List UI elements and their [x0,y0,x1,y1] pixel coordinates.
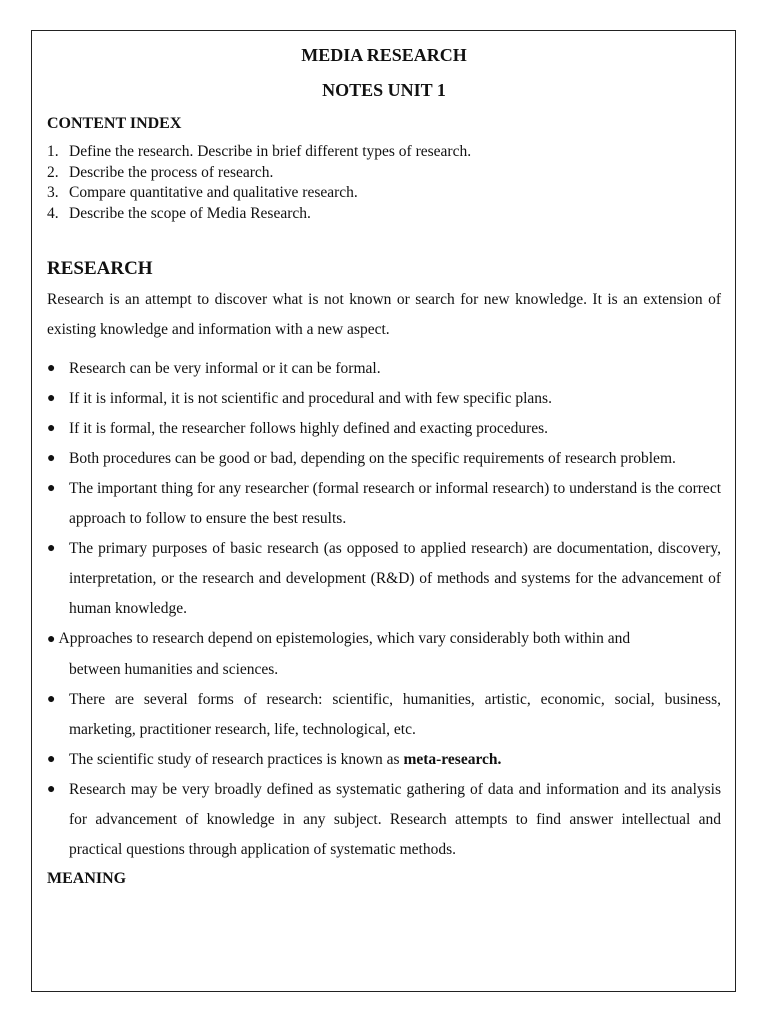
index-item: 1. Define the research. Describe in brief different types of research. [47,143,472,160]
index-item: 3. Compare quantitative and qualitative research. [47,184,358,202]
bullet-icon: ● [47,390,56,406]
document-subtitle: NOTES UNIT 1 [322,80,446,100]
bullet-icon: ● [47,751,56,767]
bullet-icon: ● [47,540,56,556]
list-item: ● Research can be very informal or it can be formal. [47,354,721,384]
hanging-bullet-text: Approaches to research depend on epistemologies, which vary considerably both within and [58,629,631,647]
research-intro-paragraph: Research is an attempt to discover what is not known or search for new knowledge. It is an extension of existing knowledge and information with a new aspect. [47,290,721,339]
list-item: ● If it is informal, it is not scientific and procedural and with few specific plans. [47,384,721,414]
index-item: 4. Describe the scope of Media Research. [47,205,311,223]
content-index-list [47,142,721,225]
list-item: ● The important thing for any researcher (formal research or informal research) to understand is the correct approach to follow to ensure the best results. [47,474,721,534]
list-item: ● Both procedures can be good or bad, depending on the specific requirements of research problem. [47,444,721,474]
list-item: ● There are several forms of research: scientific, humanities, artistic, economic, social, business, marketing, practitioner research, life, technological, etc. [47,685,721,745]
content-index-heading: CONTENT INDEX [47,115,182,132]
bullet-icon: ● [47,420,56,436]
meta-research-term: meta-research. [403,750,502,768]
list-item [47,745,721,775]
bullet-icon: ● [47,480,56,496]
list-item: ● If it is formal, the researcher follows highly defined and exacting procedures. [47,414,721,444]
research-heading: RESEARCH [47,257,153,279]
bullet-icon: ● [47,631,56,647]
list-item: ● Research may be very broadly defined as systematic gathering of data and information and its analysis for advancement of knowledge in any subject. Research attempts to find answer intellectual and practical questions through application of systematic methods. [47,775,721,865]
bullet-icon: ● [47,781,56,797]
bullet-icon: ● [47,691,56,707]
list-item: ● The primary purposes of basic research (as opposed to applied research) are documentation, discovery, interpretation, or the research and development (R&D) of methods and systems for the advancement of human knowledge. [47,534,721,624]
bullet-icon: ● [47,360,56,376]
document-title: MEDIA RESEARCH [301,45,467,65]
research-bullet-list [47,354,721,865]
list-item [47,624,721,685]
index-item: 2. Describe the process of research. [47,163,274,181]
meaning-heading: MEANING [47,869,127,887]
meta-research-prefix: The scientific study of research practices is known as [69,750,404,768]
bullet-icon: ● [47,450,56,466]
document-body [47,44,721,891]
hanging-bullet-continuation: between humanities and sciences. [69,660,279,678]
